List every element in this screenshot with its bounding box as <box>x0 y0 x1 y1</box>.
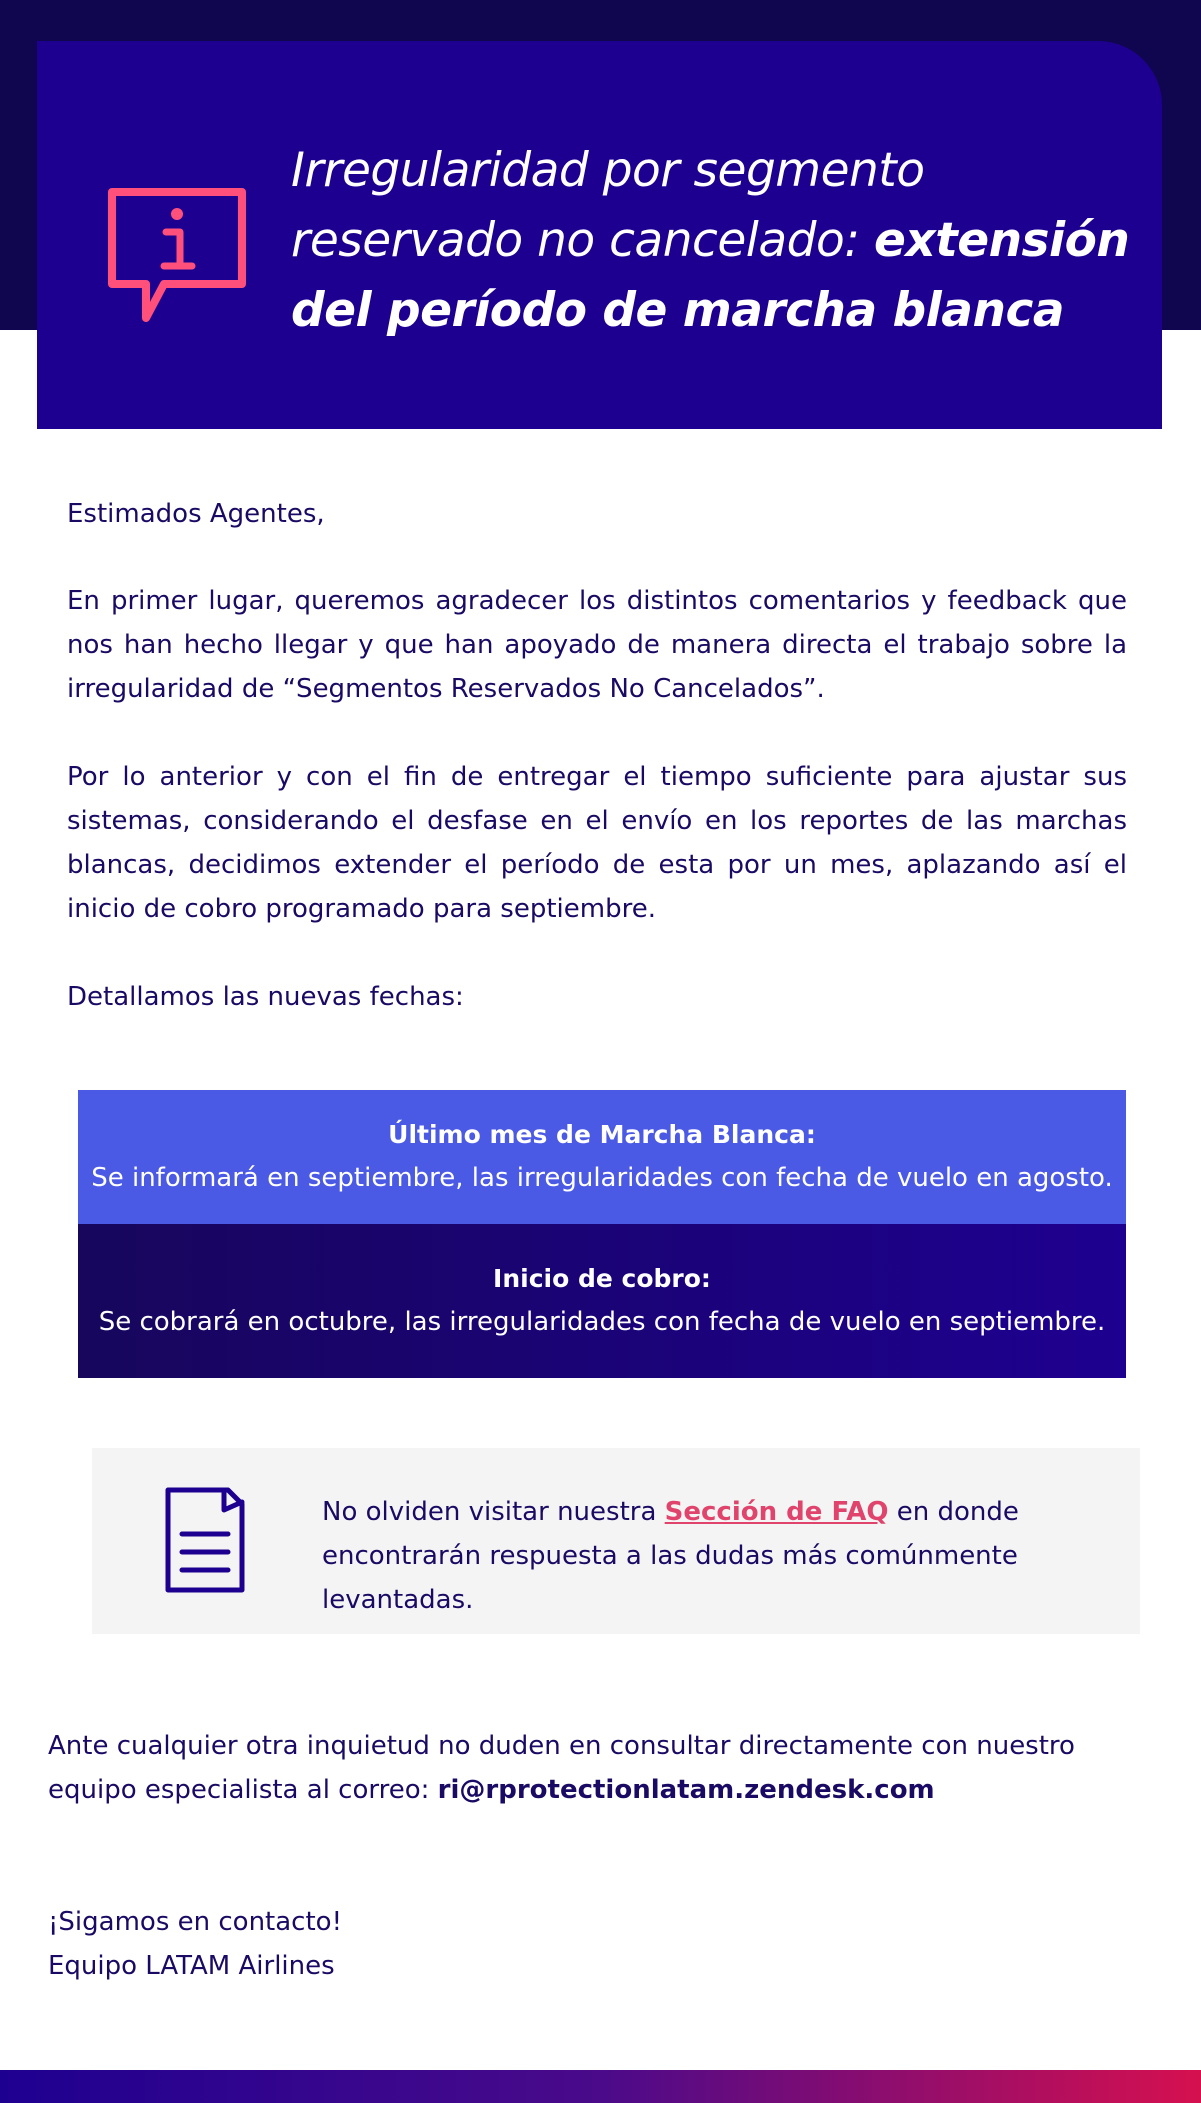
footer-gradient-bar <box>0 2070 1201 2103</box>
contact-message <box>48 1724 1148 1812</box>
contact-email[interactable]: ri@rprotectionlatam.zendesk.com <box>437 1775 935 1805</box>
title-light: Irregularidad por segmento reservado no cancelado: <box>291 143 925 268</box>
dates-table <box>78 1090 1126 1378</box>
inicio-cobro-text: Se cobrará en octubre, las irregularidades con fecha de vuelo en septiembre. <box>98 1307 1106 1337</box>
signoff-line2: Equipo LATAM Airlines <box>48 1951 335 1981</box>
marcha-blanca-text: Se informará en septiembre, las irregularidades con fecha de vuelo en agosto. <box>91 1163 1113 1193</box>
greeting: Estimados Agentes, <box>67 499 325 529</box>
contact-text: Ante cualquier otra inquietud no duden en consultar directamente con nuestro equipo especialista al correo: <box>48 1731 1075 1805</box>
signoff-line1: ¡Sigamos en contacto! <box>48 1907 342 1937</box>
dates-row-inicio-cobro <box>78 1224 1126 1378</box>
marcha-blanca-heading: Último mes de Marcha Blanca: <box>388 1120 816 1149</box>
faq-message <box>322 1490 1112 1622</box>
info-message-icon <box>104 184 250 324</box>
dates-row-marcha-blanca <box>78 1090 1126 1224</box>
paragraph-feedback: En primer lugar, queremos agradecer los distintos comentarios y feedback que nos han hecho llegar y que han apoyado de manera directa el trabajo sobre la irregularidad de “Segmentos Reservados No Cancelados”. <box>67 586 1127 704</box>
document-icon <box>162 1484 248 1596</box>
faq-link[interactable]: Sección de FAQ <box>664 1497 889 1527</box>
faq-text-before: No olviden visitar nuestra <box>322 1497 665 1527</box>
inicio-cobro-heading: Inicio de cobro: <box>493 1264 711 1293</box>
dates-intro: Detallamos las nuevas fechas: <box>67 982 464 1012</box>
faq-text-after: en donde encontrarán respuesta a las dudas más comúnmente levantadas. <box>322 1497 1019 1615</box>
paragraph-extension: Por lo anterior y con el fin de entregar el tiempo suficiente para ajustar sus sistemas, considerando el desfase en el envío en los reportes de las marchas blancas, decidimos extender el período de esta por un mes, aplazando así el inicio de cobro programado para septiembre. <box>67 762 1127 924</box>
page-title <box>291 136 1141 346</box>
title-bold: extensión del período de marcha blanca <box>291 213 1130 338</box>
faq-callout <box>92 1448 1140 1634</box>
signoff <box>48 1900 948 1988</box>
